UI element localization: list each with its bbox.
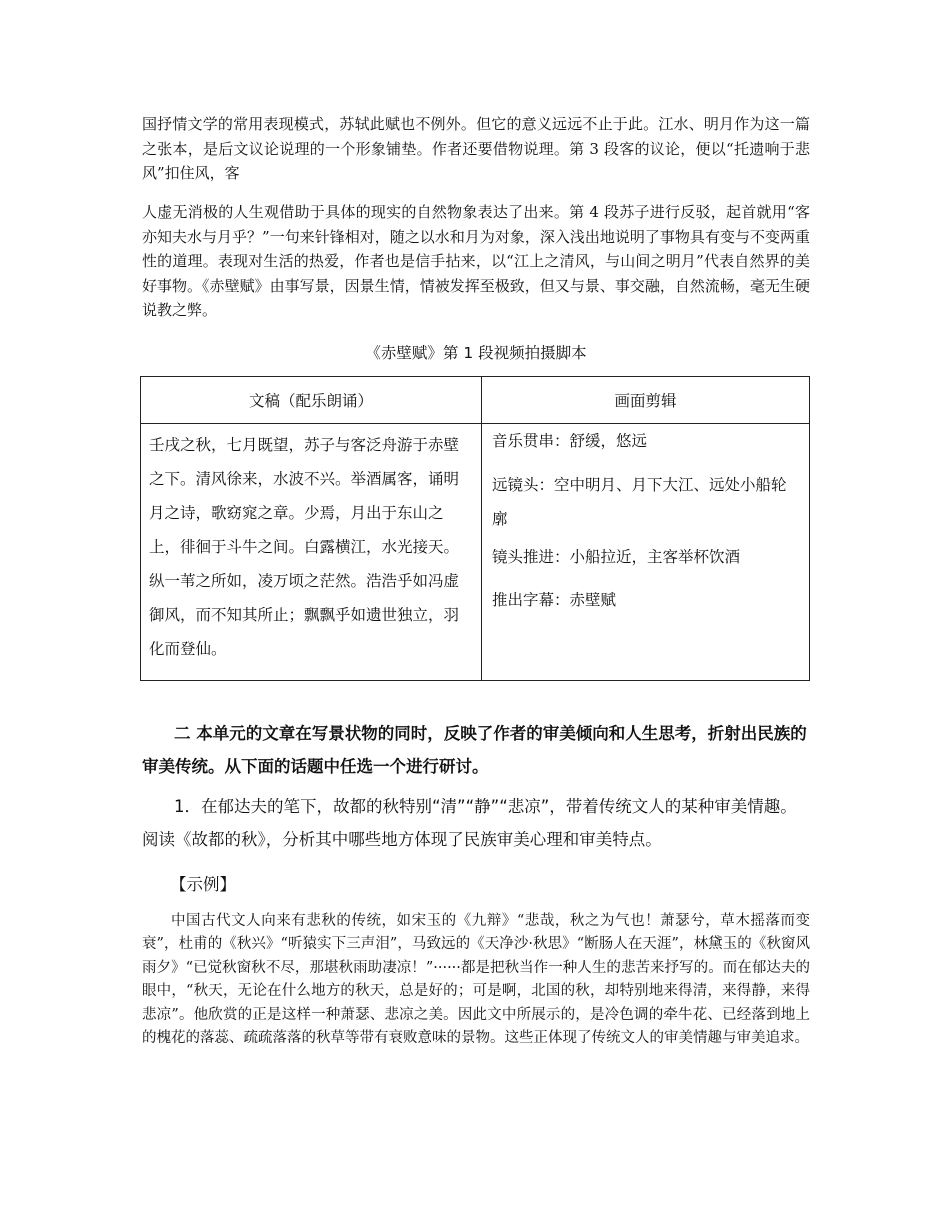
intro-paragraph-1: 国抒情文学的常用表现模式，苏轼此赋也不例外。但它的意义远远不止于此。江水、明月作为这一篇之张本，是后文议论说理的一个形象铺垫。作者还要借物说理。第 3 段客的议论，便以“托遗响于悲风”扣住风，客 — [142, 115, 810, 182]
edit-item: 镜头推进：小船拉近，主客举杯饮酒 — [492, 548, 741, 566]
section-heading: 二 本单元的文章在写景状物的同时，反映了作者的审美倾向和人生思考，折射出民族的审美传统。从下面的话题中任选一个进行研讨。 — [142, 724, 807, 776]
example-label: 【示例】 — [170, 875, 236, 894]
header-edits: 画面剪辑 — [482, 377, 810, 424]
edit-item: 音乐贯串：舒缓，悠远 — [492, 432, 648, 450]
edits-cell — [482, 424, 810, 681]
question-1: 1．在郁达夫的笔下，故都的秋特别“清”“静”“悲凉”，带着传统文人的某种审美情趣。阅读《故都的秋》，分析其中哪些地方体现了民族审美心理和审美特点。 — [142, 797, 797, 849]
video-script-table — [140, 376, 810, 681]
header-manuscript: 文稿（配乐朗诵） — [141, 377, 482, 424]
intro-paragraph-2: 人虚无消极的人生观借助于具体的现实的自然物象表达了出来。第 4 段苏子进行反驳，起首就用“客亦知夫水与月乎？”一句来针锋相对，随之以水和月为对象，深入浅出地说明了事物具有变与不变两重性的道理。表现对生活的热爱，作者也是信手拈来，以“江上之清风，与山间之明月”代表自然界的美好事物。《赤壁赋》由事写景，因景生情，情被发挥至极致，但又与景、事交融，自然流畅，毫无生硬说教之弊。 — [142, 203, 810, 319]
table-header-row — [141, 377, 810, 424]
edit-item: 推出字幕：赤壁赋 — [492, 591, 617, 609]
table-body-row — [141, 424, 810, 681]
manuscript-cell: 壬戌之秋，七月既望，苏子与客泛舟游于赤壁之下。清风徐来，水波不兴。举酒属客，诵明月之诗，歌窈窕之章。少焉，月出于东山之上，徘徊于斗牛之间。白露横江，水光接天。纵一苇之所如，凌万顷之茫然。浩浩乎如冯虚御风，而不知其所止；飘飘乎如遗世独立，羽化而登仙。 — [141, 424, 482, 681]
table-title: 《赤壁赋》第 1 段视频拍摄脚本 — [365, 344, 587, 362]
example-paragraph: 中国古代文人向来有悲秋的传统，如宋玉的《九辩》“悲哉，秋之为气也！萧瑟兮，草木摇落而变衰”，杜甫的《秋兴》“听猿实下三声泪”，马致远的《天净沙·秋思》“断肠人在天涯”，林黛玉的《秋窗风雨夕》“已觉秋窗秋不尽，那堪秋雨助凄凉！”······都是把秋当作一种人生的悲苦来抒写的。而在郁达夫的眼中，“秋天，无论在什么地方的秋天，总是好的；可是啊，北国的秋，却特别地来得清，来得静，来得悲凉”。他欣赏的正是这样一种萧瑟、悲凉之美。因此文中所展示的，是冷色调的牵牛花、已经落到地上的槐花的落蕊、疏疏落落的秋草等带有衰败意味的景物。这些正体现了传统文人的审美情趣与审美追求。 — [142, 913, 810, 1047]
edit-item: 远镜头：空中明月、月下大江、远处小船轮廓 — [492, 476, 787, 528]
